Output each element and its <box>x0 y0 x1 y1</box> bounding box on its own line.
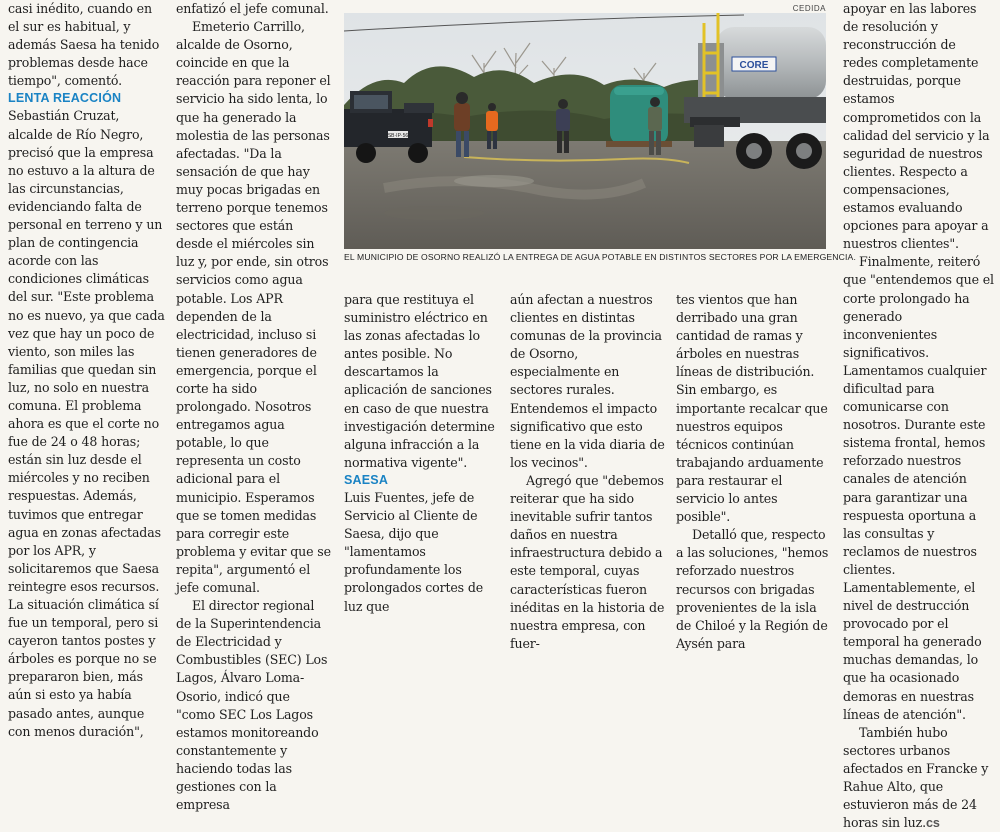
article-column-6 <box>843 0 994 832</box>
news-photo <box>344 13 826 249</box>
photo-water-delivery-scene <box>344 13 826 249</box>
paragraph: Finalmente, reiteró que "entendemos que el corte prolongado ha generado inconvenientes significativos. Lamentamos cualquier dificultad para comunicarse con nosotros. Durante este sistema frontal, hemos reforzado nuestros canales de atención para garantizar una respuesta oportuna a las consultas y reclamos de nuestros clientes. Lamentablemente, el nivel de destrucción provocado por el temporal ha generado muchas demandas, lo que ha ocasionado demoras en nuestras líneas de atención". <box>843 254 994 722</box>
water-tanker-truck <box>684 13 826 169</box>
paragraph: casi inédito, cuando en el sur es habitual, y además Saesa ha tenido problemas desde hace tiempo", comentó. <box>8 1 160 89</box>
tank-logo-text: CORE <box>739 60 769 71</box>
article-column-4 <box>510 291 668 653</box>
article-column-5 <box>676 291 833 653</box>
green-water-tank <box>606 85 672 147</box>
paragraph: Sebastián Cruzat, alcalde de Río Negro, precisó que la empresa no estuvo a la altura de las circunstancias, evidenciando falta de personal en terreno y un plan de contingencia acorde con las condiciones climáticas del sur. "Este problema no es nuevo, ya que cada vez que hay un poco de viento, son miles las familias que quedan sin luz, no solo en nuestra comuna. El problema ahora es que el corte no fue de 24 o 48 horas; están sin luz desde el miércoles y no reciben respuestas. Además, tuvimos que entregar agua en zonas afectadas por los APR, y solicitaremos que Saesa reintegre esos recursos. La situación climática sí fue un temporal, pero si cayeron tantos postes y árboles es porque no se prepararon bien, más aún si esto ya había pasado antes, aunque con menos duración", <box>8 108 165 739</box>
article-column-3 <box>344 291 500 616</box>
paragraph: Emeterio Carrillo, alcalde de Osorno, coincide en que la reacción para reponer el servicio ha sido lenta, lo que ha generado la molestia de las personas afectadas. "Da la sensación de que hay muy pocas brigadas en terreno porque tenemos sectores que están desde el miércoles sin luz y, por ende, sin otros servicios como agua potable. Los APR dependen de la electricidad, incluso si tienen generadores de emergencia, porque el corte ha sido prolongado. Nosotros entregamos agua potable, lo que representa un costo adicional para el municipio. Esperamos que se tomen medidas para corregir este problema y evitar que se repita", argumentó el jefe comunal. <box>176 19 331 595</box>
paragraph: Detalló que, respecto a las soluciones, "hemos reforzado nuestros recursos con brigadas provenientes de la isla de Chiloé y la Región de Aysén para <box>676 527 829 651</box>
article-column-1 <box>8 0 166 741</box>
paragraph: El director regional de la Superintendencia de Electricidad y Combustibles (SEC) Los Lagos, Álvaro Loma-Osorio, indicó que "como SEC Los Lagos estamos monitoreando constantemente y haciendo todas las gestiones con la empresa <box>176 598 328 813</box>
section-heading-saesa: SAESA <box>344 472 389 487</box>
paragraph: apoyar en las labores de resolución y reconstrucción de redes completamente destruidas, porque estamos comprometidos con la calidad del servicio y la seguridad de nuestros clientes. Respecto a compensaciones, estamos evaluando opciones para apoyar a nuestros clientes". <box>843 1 990 252</box>
paragraph: Agregó que "debemos reiterar que ha sido inevitable sufrir tantos daños en nuestra infraestructura debido a este temporal, cuyas características fueron inéditas en la historia de nuestra empresa, con fuer- <box>510 472 665 651</box>
article-column-2 <box>176 0 332 814</box>
paragraph: tes vientos que han derribado una gran cantidad de ramas y árboles en nuestras líneas de distribución. Sin embargo, es importante recalcar que nuestros equipos técnicos continúan trabajando arduamente para restaurar el servicio lo antes posible". <box>676 292 828 525</box>
paragraph: para que restituya el suministro eléctrico en las zonas afectadas lo antes posible. No descartamos la aplicación de sanciones en caso de que nuestra investigación determine alguna infracción a la normativa vigente". <box>344 292 495 470</box>
photo-caption: EL MUNICIPIO DE OSORNO REALIZÓ LA ENTREGA DE AGUA POTABLE EN DISTINTOS SECTORES POR LA EMERGENCIA. <box>344 252 856 262</box>
paragraph: aún afectan a nuestros clientes en distintas comunas de la provincia de Osorno, especialmente en sectores rurales. Entendemos el impacto significativo que esto tiene en la vida diaria de los vecinos". <box>510 292 665 470</box>
paragraph <box>843 724 994 832</box>
license-plate-text: SB·IP·56 <box>387 133 409 139</box>
paragraph: Luis Fuentes, jefe de Servicio al Cliente de Saesa, dijo que "lamentamos profundamente los prolongados cortes de luz que <box>344 489 484 614</box>
photo-credit: CEDIDA <box>792 4 826 13</box>
section-heading-lenta-reaccion: LENTA REACCIÓN <box>8 91 122 106</box>
paragraph: enfatizó el jefe comunal. <box>176 1 329 16</box>
final-sentence: También hubo sectores urbanos afectados en Francke y Rahue Alto, que estuvieron más de 24 horas sin luz. <box>843 724 989 831</box>
end-mark: cs <box>925 816 940 831</box>
